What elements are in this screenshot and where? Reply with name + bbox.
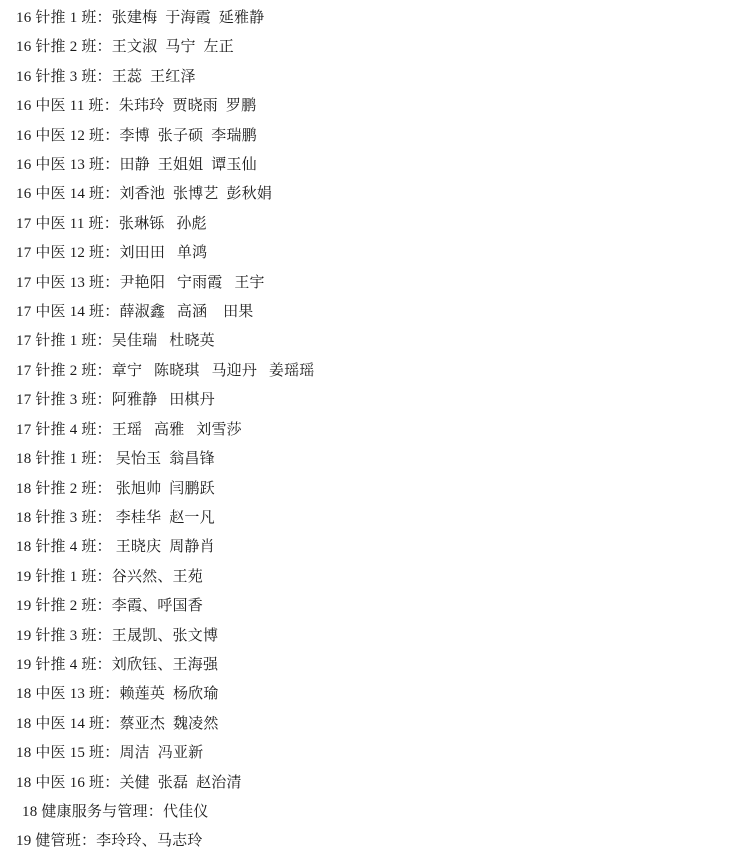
- class-roster-line: 17 中医 14 班：薛淑鑫 高涵 田果: [16, 304, 254, 321]
- class-roster-line: 17 中医 13 班：尹艳阳 宁雨霞 王宇: [16, 274, 265, 291]
- class-roster-line: 17 针推 3 班：阿雅静 田棋丹: [16, 392, 215, 409]
- class-roster-line: 16 中医 12 班：李博 张子硕 李瑞鹏: [16, 127, 257, 144]
- class-roster-line: 16 针推 3 班：王蕊 王红泽: [16, 68, 196, 85]
- class-roster-line: 19 针推 1 班：谷兴然、王苑: [16, 568, 203, 585]
- class-roster-line: 18 中医 14 班：蔡亚杰 魏凌然: [16, 715, 219, 732]
- class-roster-line: 16 中医 13 班：田静 王姐姐 谭玉仙: [16, 157, 257, 174]
- class-roster-line: 18 健康服务与管理：代佳仪: [22, 803, 209, 820]
- class-roster-line: 19 针推 4 班：刘欣钰、王海强: [16, 656, 219, 673]
- class-roster-line: 17 针推 2 班：章宁 陈晓琪 马迎丹 姜瑶瑶: [16, 362, 315, 379]
- class-roster-line: 17 中医 12 班：刘田田 单鸿: [16, 245, 208, 262]
- class-roster-line: 18 中医 15 班：周洁 冯亚新: [16, 745, 204, 762]
- class-roster-line: 19 针推 2 班：李霞、呼国香: [16, 598, 203, 615]
- class-roster-line: 18 中医 16 班：关健 张磊 赵治清: [16, 774, 242, 791]
- class-roster-line: 19 针推 3 班：王晟凯、张文博: [16, 627, 219, 644]
- class-roster-line: 16 针推 2 班：王文淑 马宁 左正: [16, 39, 234, 56]
- class-roster-line: 18 中医 13 班：赖莲英 杨欣瑜: [16, 686, 219, 703]
- class-roster-line: 17 中医 11 班：张琳铄 孙彪: [16, 215, 207, 232]
- class-roster-line: 18 针推 3 班： 李桂华 赵一凡: [16, 509, 215, 526]
- class-roster-line: 16 中医 14 班：刘香池 张博艺 彭秋娟: [16, 186, 273, 203]
- class-roster-line: 19 健管班：李玲玲、马志玲: [16, 833, 203, 850]
- class-roster-line: 18 针推 1 班： 吴怡玉 翁昌锋: [16, 451, 215, 468]
- class-roster-line: 16 针推 1 班：张建梅 于海霞 延雅静: [16, 10, 265, 26]
- class-roster-line: 17 针推 1 班：吴佳瑞 杜晓英: [16, 333, 215, 350]
- class-roster-line: 17 针推 4 班：王瑶 高雅 刘雪莎: [16, 421, 242, 438]
- class-roster-line: 18 针推 4 班： 王晓庆 周静肖: [16, 539, 215, 556]
- class-roster-line: 18 针推 2 班： 张旭帅 闫鹏跃: [16, 480, 215, 497]
- class-roster-line: 16 中医 11 班：朱玮玲 贾晓雨 罗鹏: [16, 98, 257, 115]
